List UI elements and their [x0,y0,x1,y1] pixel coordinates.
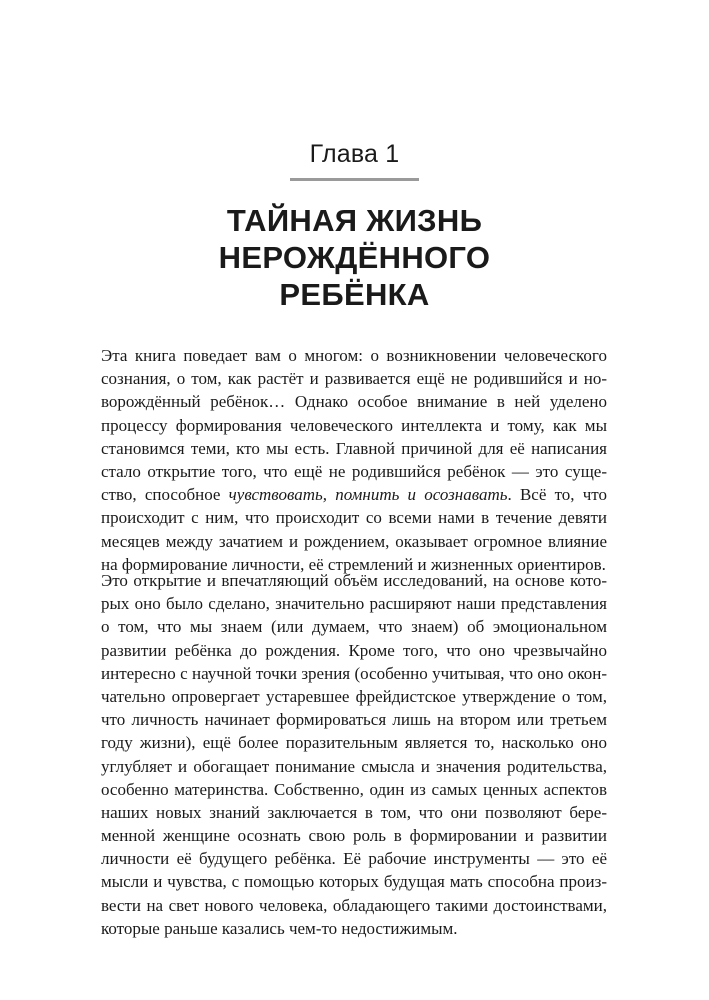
text-line: что личность начинает формироваться лишь на втором или третьем [101,710,607,730]
chapter-divider [290,178,419,181]
text-segment: ство, способное [101,485,229,505]
text-line: месяцев между зачатием и рождением, оказывает огромное влияние [101,531,607,551]
text-line: интересно с научной точки зрения (особенно учитывая, что оно окон- [101,663,607,683]
text-line: Это открытие и впечатляющий объём исследований, на основе кото- [101,571,607,590]
chapter-label: Глава 1 [309,140,400,168]
text-line: которые раньше казались чем-то недостижимым. [101,918,458,938]
text-line: наших новых знаний заключается в том, что они позволяют бере- [101,802,607,822]
text-line: Эта книга поведает вам о многом: о возникновении человеческого [101,346,607,365]
text-line: углубляет и обогащает понимание смысла и значения родительства, [101,756,607,776]
text-line: менной женщине осознать свою роль в формировании и развитии [101,826,607,846]
chapter-title-line: ТАЙНАЯ ЖИЗНЬ [226,203,483,238]
text-line-with-emphasis [101,483,607,506]
text-line: развитии ребёнка до рождения. Кроме того, что оно чрезвычайно [101,640,607,660]
chapter-title [0,202,709,313]
text-line: становимся теми, кто мы есть. Главной причиной для её написания [101,438,607,458]
text-line: мысли и чувства, с помощью которых будущая мать способна произ- [101,872,607,892]
text-line: на формирование личности, её стремлений и жизненных ориентиров. [101,554,606,574]
chapter-title-line: РЕБЁНКА [279,277,430,312]
text-line: стало открытие того, что ещё не родившийся ребёнок — это суще- [101,461,607,481]
paragraph-1 [101,344,607,576]
text-line: вести на свет нового человека, обладающего такими достоинствами, [101,895,607,915]
text-line: сознания, о том, как растёт и развивается ещё не родившийся и но- [101,369,607,389]
text-segment: . Всё то, что [507,485,608,505]
text-line: чательно опровергает устаревшее фрейдистское утверждение о том, [101,686,607,706]
text-line: рых оно было сделано, значительно расширяют наши представления [101,594,607,614]
paragraph-2 [101,569,607,940]
text-line: происходит с ним, что происходит со всеми нами в течение девяти [101,508,607,528]
text-line: особенно материнства. Собственно, один из самых ценных аспектов [101,779,607,799]
chapter-title-line: НЕРОЖДЁННОГО [218,240,491,275]
emphasized-text: чувствовать, помнить и осознавать [228,485,508,505]
text-line: личности её будущего ребёнка. Её рабочие инструменты — это её [101,849,607,869]
text-line: ворождённый ребёнок… Однако особое внимание в ней уделено [101,392,607,412]
text-line: году жизни), ещё более поразительным является то, насколько оно [101,733,607,753]
text-line: процессу формирования человеческого интеллекта и тому, как мы [101,415,607,435]
text-line: о том, что мы знаем (или думаем, что знаем) об эмоциональном [101,617,607,637]
